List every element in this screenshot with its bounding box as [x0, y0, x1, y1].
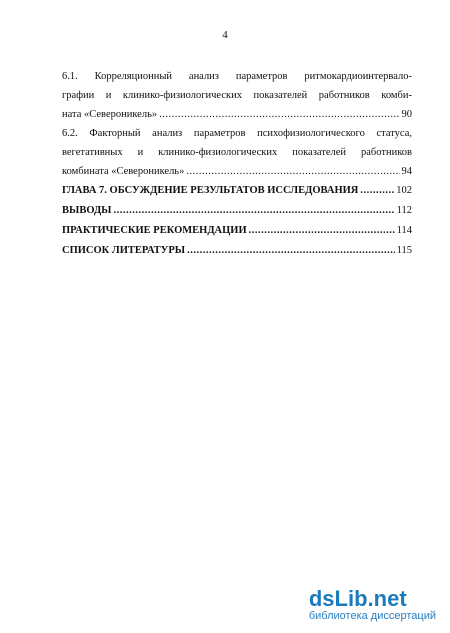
page-number: 4	[222, 29, 228, 41]
dot-leader	[249, 221, 395, 241]
dot-leader	[114, 201, 395, 221]
toc-entry-title: ГЛАВА 7. ОБСУЖДЕНИЕ РЕЗУЛЬТАТОВ ИССЛЕДОВАНИЯ	[62, 185, 359, 196]
toc-entry-chapter-7[interactable]	[62, 181, 412, 201]
toc-entry-title: ВЫВОДЫ	[62, 205, 112, 216]
toc-entry-title-end: комбината «Североникель»	[62, 166, 185, 177]
toc-entry-references[interactable]	[62, 241, 412, 261]
watermark-subtitle: библиотека диссертаций	[308, 610, 436, 622]
toc-page-number: 90	[401, 109, 412, 120]
dot-leader	[360, 181, 394, 201]
watermark-net: .net	[367, 586, 407, 611]
table-of-contents	[62, 67, 412, 261]
watermark-lib: Lib	[334, 586, 368, 611]
toc-entry-recommendations[interactable]	[62, 221, 412, 241]
toc-entry-6-2[interactable]	[62, 124, 412, 181]
dot-leader	[186, 162, 399, 181]
toc-page-number: 102	[396, 185, 412, 196]
toc-entry-title: ПРАКТИЧЕСКИЕ РЕКОМЕНДАЦИИ	[62, 225, 247, 236]
toc-entry-6-1[interactable]	[62, 67, 412, 124]
toc-entry-line: вегетативных и клинико-физиологических показателей работников	[62, 147, 412, 158]
toc-page-number: 115	[396, 245, 412, 256]
watermark-title	[309, 588, 436, 610]
toc-entry-title-end: ната «Североникель»	[62, 109, 158, 120]
toc-page-number: 114	[396, 225, 412, 236]
toc-entry-line: графии и клинико-физиологических показателей работников комби-	[62, 90, 412, 101]
toc-entry-conclusions[interactable]	[62, 201, 412, 221]
watermark-ds: ds	[308, 586, 335, 611]
toc-entry-title: СПИСОК ЛИТЕРАТУРЫ	[62, 245, 186, 256]
toc-page-number: 112	[396, 205, 412, 216]
toc-entry-line: 6.2. Факторный анализ параметров психофизиологического статуса,	[62, 128, 412, 139]
toc-entry-line: 6.1. Корреляционный анализ параметров ритмокардиоинтервало-	[62, 71, 412, 82]
dot-leader	[187, 241, 395, 261]
dslib-watermark-logo	[309, 588, 436, 623]
toc-page-number: 94	[401, 166, 412, 177]
dot-leader	[159, 105, 399, 124]
